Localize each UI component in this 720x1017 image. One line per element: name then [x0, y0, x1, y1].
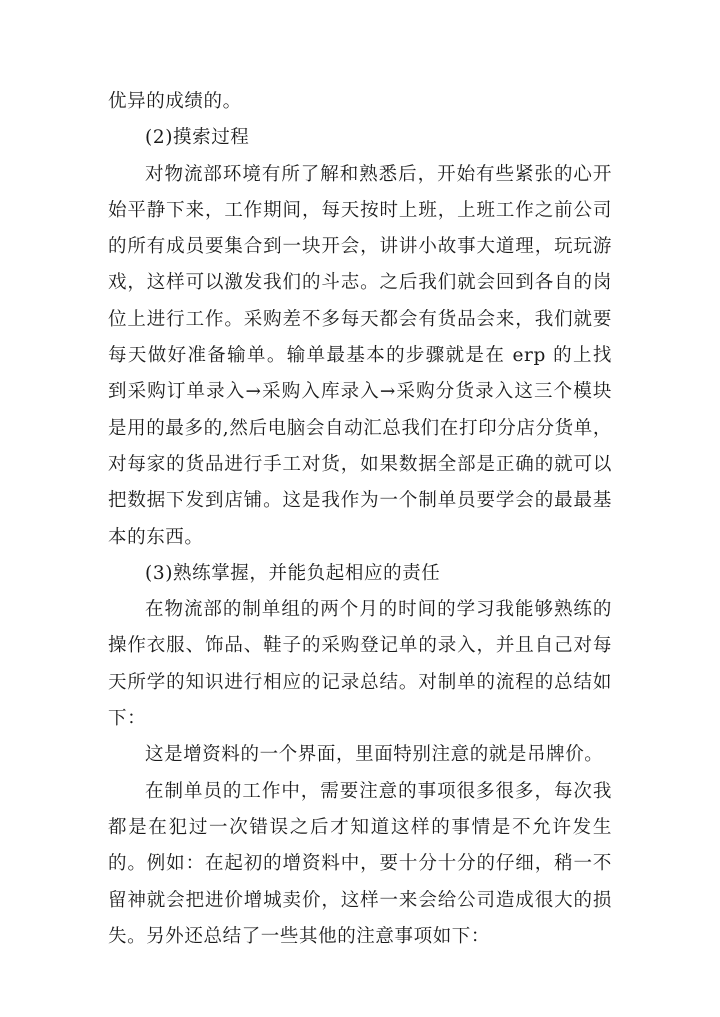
section-heading-exploration: (2)摸索过程 — [145, 127, 250, 149]
paragraph-exploration-body: 对物流部环境有所了解和熟悉后，开始有些紧张的心开始平静下来，工作期间，每天按时上班，上班工作之前公司的所有成员要集合到一块开会，讲讲小故事大道理，玩玩游戏，这样可以激发我们的斗志。之后我们就会回到各自的岗位上进行工作。采购差不多每天都会有货品会来，我们就要每天做好准备输单。输单最基本的步骤就是在 erp 的上找到采购订单录入→采购入库录入→采购分货录入这三个模块是用的最多的,然后电脑会自动汇总我们在打印分店分货单，对每家的货品进行手工对货，如果数据全部是正确的就可以把数据下发到店铺。这是我作为一个制单员要学会的最最基本的东西。 — [108, 163, 612, 548]
section-heading-mastery: (3)熟练掌握，并能负起相应的责任 — [145, 562, 441, 584]
paragraph-mastery-body: 在物流部的制单组的两个月的时间的学习我能够熟练的操作衣服、饰品、鞋子的采购登记单的录入，并且自己对每天所学的知识进行相应的记录总结。对制单的流程的总结如下： — [108, 599, 612, 730]
document-body — [108, 84, 612, 955]
paragraph-interface-note: 这是增资料的一个界面，里面特别注意的就是吊牌价。 — [145, 744, 604, 766]
paragraph-notes-intro: 在制单员的工作中，需要注意的事项很多很多，每次我都是在犯过一次错误之后才知道这样的事情是不允许发生的。例如：在起初的增资料中，要十分十分的仔细，稍一不留神就会把进价增城卖价，这样一来会给公司造成很大的损失。另外还总结了一些其他的注意事项如下： — [108, 780, 612, 947]
paragraph-continuation: 优异的成绩的。 — [108, 91, 242, 112]
